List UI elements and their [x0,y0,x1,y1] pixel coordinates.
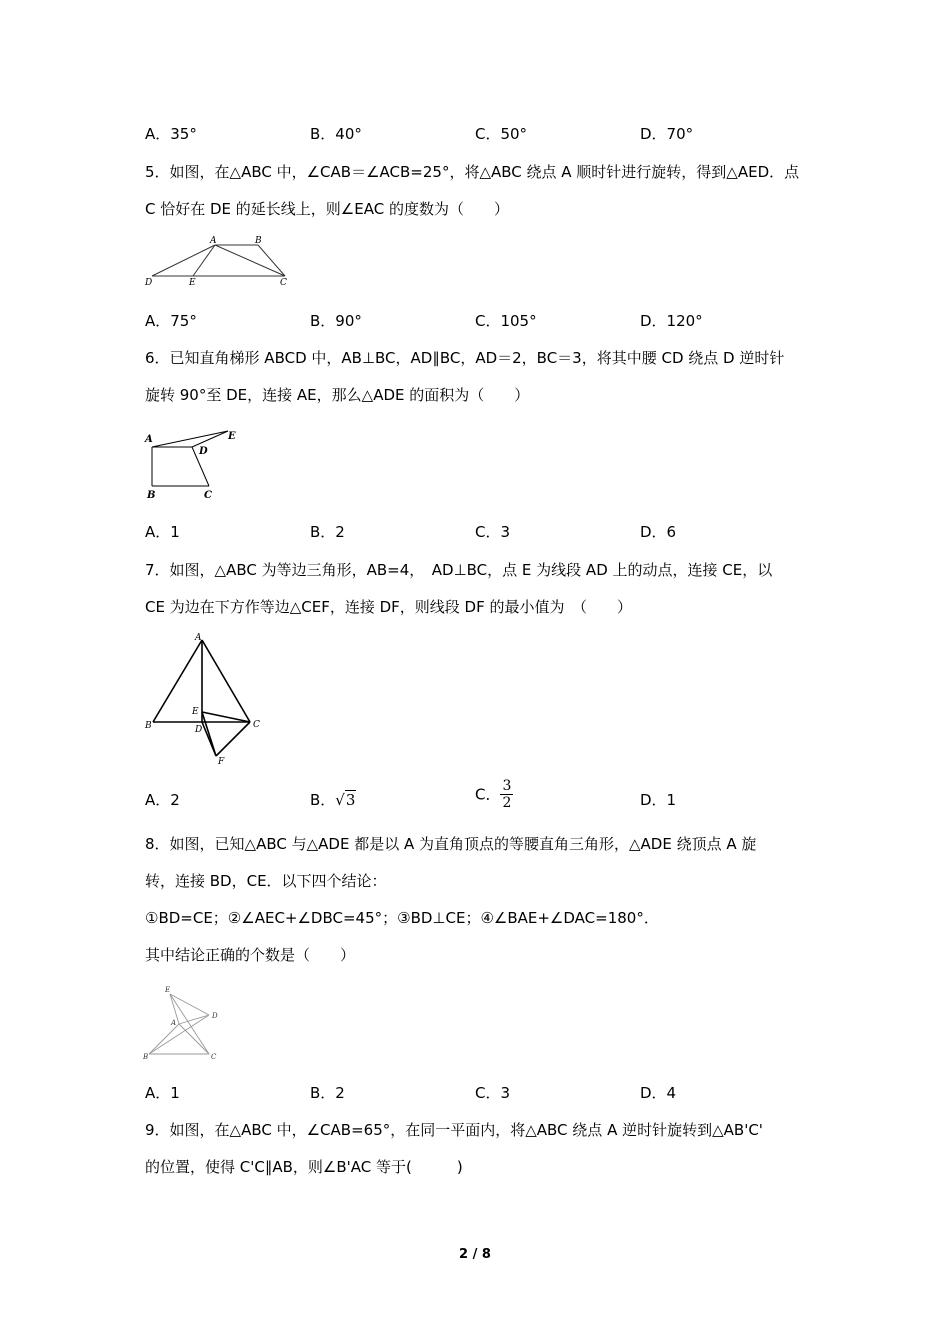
q7-label-b: B [145,721,152,731]
page-number: 2 / 8 [459,1247,491,1262]
q8-option-a: A．1 [145,1084,180,1102]
q8-option-d: D．4 [640,1084,677,1102]
q7-option-b [310,790,356,810]
q6-option-d: D．6 [640,523,677,541]
q7-question-line-2: CE 为边在下方作等边△CEF，连接 DF，则线段 DF 的最小值为 （ ） [145,598,632,616]
q5-label-c: C [280,278,287,288]
q8-option-c: C．3 [475,1084,511,1102]
q7-option-c-denominator: 2 [502,795,512,811]
q7-option-c [475,778,513,811]
q7-option-c-numerator: 3 [502,778,512,794]
q6-option-a: A．1 [145,523,180,541]
q8-label-a: A [171,1019,177,1027]
q5-option-c: C．105° [475,312,537,330]
q7-figure [140,630,270,768]
q8-question-line-4: 其中结论正确的个数是（ ） [145,946,356,964]
q7-option-c-fraction [500,778,513,811]
q5-figure [140,232,300,292]
q7-label-e: E [192,707,199,717]
q7-label-c: C [253,720,260,730]
q5-label-b: B [255,236,262,246]
q8-label-d: D [212,1012,218,1020]
q6-label-b: B [147,490,156,501]
q7-option-a: A．2 [145,791,180,809]
q5-question-line-1: 5．如图，在△ABC 中，∠CAB＝∠ACB=25°，将△ABC 绕点 A 顺时针进行旋转，得到△AED．点 [145,163,800,181]
q6-option-c: C．3 [475,523,511,541]
q4-option-d: D．70° [640,125,694,143]
q8-question-line-2: 转，连接 BD，CE．以下四个结论： [145,872,387,890]
q7-option-b-radicand: 3 [345,791,356,809]
q6-label-d: D [199,446,208,457]
q4-option-c: C．50° [475,125,528,143]
q7-question-line-1: 7．如图，△ABC 为等边三角形，AB=4， AD⊥BC，点 E 为线段 AD 上的动点，连接 CE，以 [145,561,773,579]
q7-label-d: D [195,725,203,735]
q9-question-line-1: 9．如图，在△ABC 中，∠CAB=65°，在同一平面内，将△ABC 绕点 A 逆时针旋转到△AB'C' [145,1121,763,1139]
q9-question-line-2: 的位置，使得 C'C∥AB，则∠B'AC 等于( ) [145,1158,463,1176]
q7-option-d: D．1 [640,791,677,809]
q8-label-e: E [165,986,171,994]
q5-option-b: B．90° [310,312,362,330]
q4-option-a: A．35° [145,125,197,143]
q5-label-e: E [189,278,196,288]
q5-option-a: A．75° [145,312,197,330]
q6-question-line-2: 旋转 90°至 DE，连接 AE，那么△ADE 的面积为（ ） [145,386,530,404]
q5-label-d: D [145,278,153,288]
q7-option-b-prefix: B． [310,791,336,809]
q6-option-b: B．2 [310,523,345,541]
q8-option-b: B．2 [310,1084,345,1102]
q5-label-a: A [210,236,217,246]
q8-figure [140,982,230,1062]
q7-label-f: F [218,757,225,767]
q7-option-b-sqrt: √3 [335,791,356,809]
q5-question-line-2: C 恰好在 DE 的延长线上，则∠EAC 的度数为（ ） [145,200,509,218]
q8-conclusions: ①BD=CE；②∠AEC+∠DBC=45°；③BD⊥CE；④∠BAE+∠DAC=180°． [145,909,659,927]
q5-option-d: D．120° [640,312,703,330]
q8-label-c: C [211,1053,217,1061]
q6-label-c: C [204,490,212,501]
q6-label-e: E [228,431,236,442]
q6-figure [140,422,250,504]
q8-label-b: B [143,1053,149,1061]
q6-label-a: A [145,434,153,445]
q7-option-c-prefix: C． [475,785,501,804]
q6-question-line-1: 6．已知直角梯形 ABCD 中，AB⊥BC，AD∥BC，AD＝2，BC＝3，将其中腰 CD 绕点 D 逆时针 [145,349,785,367]
q7-label-a: A [195,633,202,643]
q8-question-line-1: 8．如图，已知△ABC 与△ADE 都是以 A 为直角顶点的等腰直角三角形，△ADE 绕顶点 A 旋 [145,835,757,853]
q4-option-b: B．40° [310,125,362,143]
